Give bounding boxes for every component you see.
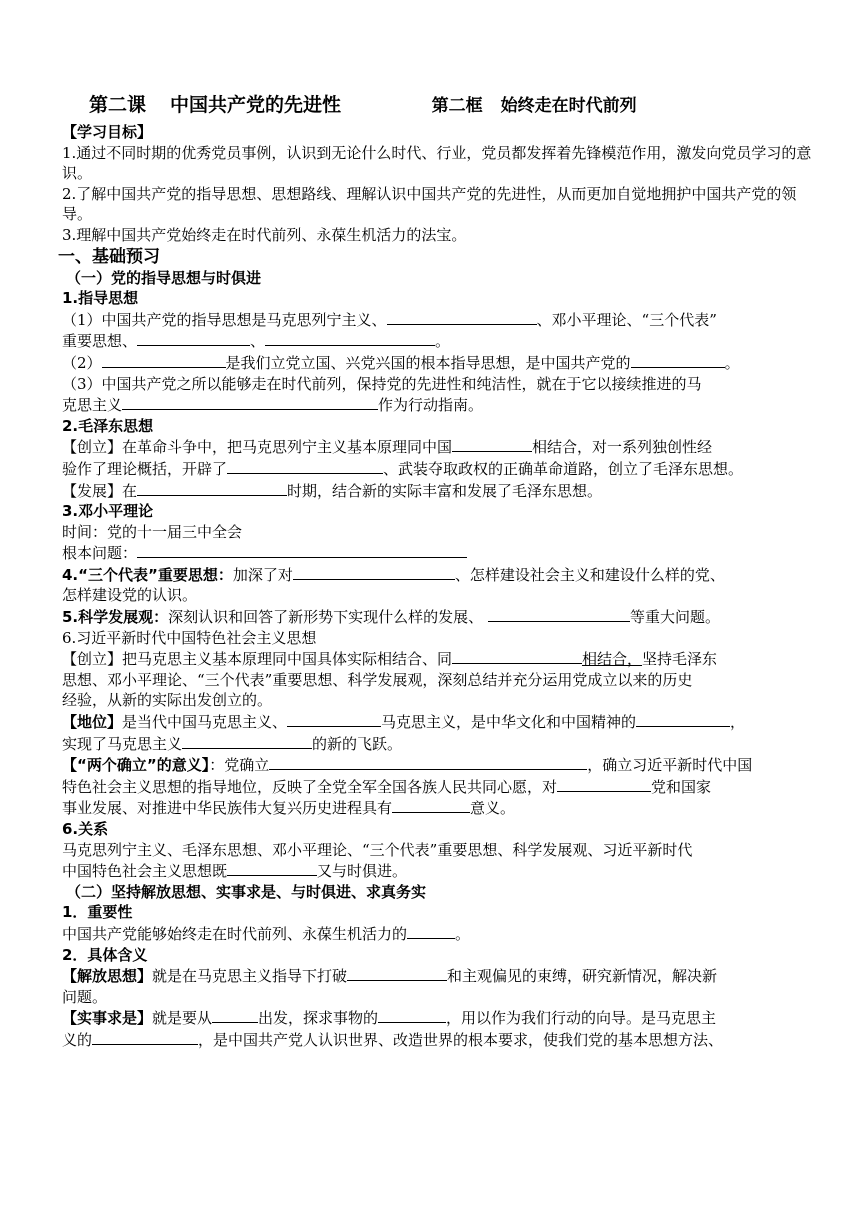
fill-blank[interactable] — [407, 923, 455, 939]
t2-title: 2．具体含义 — [62, 945, 148, 964]
s2-line-3: 【发展】在 时期，结合新的实际丰富和发展了毛泽东思想。 — [62, 481, 603, 500]
fill-blank[interactable] — [347, 965, 447, 981]
goal-3: 3.理解中国共产党始终走在时代前列、永葆生机活力的法宝。 — [62, 225, 467, 244]
goals-heading: 【学习目标】 — [62, 123, 153, 141]
s2-line-2: 验作了理论概括，开辟了 、武装夺取政权的正确革命道路，创立了毛泽东思想。 — [62, 459, 744, 478]
s3-title: 3.邓小平理论 — [62, 502, 154, 521]
s6-line-2: 思想、邓小平理论、“三个代表”重要思想、科学发展观，深刻总结并充分运用党成立以来的历史 — [62, 670, 693, 689]
s3-line-2: 根本问题： — [62, 542, 814, 564]
s1-line-5: 克思主义 作为行动指南。 — [62, 396, 484, 415]
subsection-2-heading: （二）坚持解放思想、实事求是、与时俱进、求真务实 — [66, 882, 427, 901]
fill-blank[interactable] — [265, 330, 435, 346]
fill-blank[interactable] — [227, 458, 383, 474]
s1-title: 1.指导思想 — [62, 289, 139, 308]
fill-blank[interactable] — [392, 797, 470, 813]
fill-blank[interactable] — [137, 542, 467, 558]
s7-line-1: 马克思列宁主义、毛泽东思想、邓小平理论、“三个代表”重要思想、科学发展观、习近平新时代 — [62, 840, 693, 859]
goal-2: 2.了解中国共产党的指导思想、思想路线、理解认识中国共产党的先进性，从而更加自觉地拥护中国共产党的领导。 — [62, 184, 797, 224]
t2-line-2: 问题。 — [62, 987, 108, 1006]
s7-title: 6.关系 — [62, 820, 109, 838]
s1-line-2: 重要思想、 、 。 — [62, 332, 451, 351]
t2-line-4: 义的 ，是中国共产党人认识世界、改造世界的根本要求，使我们党的基本思想方法、 — [62, 1030, 724, 1049]
fill-blank[interactable] — [287, 711, 381, 727]
s6-line-8: 事业发展、对推进中华民族伟大复兴历史进程具有 意义。 — [62, 799, 516, 818]
s4-line-2: 怎样建设党的认识。 — [62, 586, 198, 605]
t1-line-1: 中国共产党能够始终走在时代前列、永葆生机活力的 。 — [62, 924, 471, 943]
fill-blank[interactable] — [182, 733, 312, 749]
fill-blank[interactable] — [452, 436, 532, 452]
section-name: 始终走在时代前列 — [500, 96, 637, 116]
s2-title: 2.毛泽东思想 — [62, 416, 154, 435]
goal-1: 1.通过不同时期的优秀党员事例，认识到无论什么时代、行业，党员都发挥着先锋模范作用，激发向党员学习的意识。 — [62, 143, 812, 183]
s6-line-6: 【“两个确立”的意义】：党确立 ，确立习近平新时代中国 — [62, 756, 753, 775]
fill-blank[interactable] — [102, 352, 226, 368]
fill-blank[interactable] — [293, 564, 455, 580]
fill-blank[interactable] — [137, 330, 250, 346]
fill-blank[interactable] — [227, 860, 317, 876]
fill-blank[interactable] — [269, 754, 587, 770]
s6-line-4: 【地位】是当代中国马克思主义、 马克思主义，是中华文化和中国精神的 ， — [62, 713, 746, 732]
fill-blank[interactable] — [137, 480, 287, 496]
s6-line-1: 【创立】把马克思主义基本原理同中国具体实际相结合、同 相结合，坚持毛泽东 — [62, 650, 718, 669]
s3-line-1: 时间：党的十一届三中全会 — [62, 522, 243, 541]
part1-heading: 一、基础预习 — [58, 246, 160, 267]
t2-line-3: 【实事求是】就是要从 出发，探求事物的 ，用以作为我们行动的向导。是马克思主 — [62, 1009, 717, 1028]
lesson-name: 中国共产党的先进性 — [170, 94, 342, 116]
fill-blank[interactable] — [212, 1007, 258, 1023]
fill-blank[interactable] — [378, 1007, 446, 1023]
fill-blank[interactable] — [387, 309, 537, 325]
s1-line-3: （2） 是我们立党立国、兴党兴国的根本指导思想，是中国共产党的 。 — [62, 353, 740, 372]
fill-blank[interactable] — [636, 711, 730, 727]
s6-line-5: 实现了马克思主义 的新的飞跃。 — [62, 734, 403, 753]
fill-blank[interactable] — [488, 606, 630, 622]
s1-line-1: （1）中国共产党的指导思想是马克思列宁主义、 、邓小平理论、“三个代表” — [62, 310, 717, 329]
t1-title: 1．重要性 — [62, 903, 133, 922]
fill-blank[interactable] — [122, 394, 378, 410]
subsection-1-heading: （一）党的指导思想与时俱进 — [66, 268, 262, 287]
s4-line-1: 4.“三个代表”重要思想：加深了对 、怎样建设社会主义和建设什么样的党、 — [62, 565, 725, 584]
s6-line-7: 特色社会主义思想的指导地位，反映了全党全军全国各族人民共同心愿，对 党和国家 — [62, 777, 712, 796]
page-title — [62, 92, 814, 122]
s2-line-1: 【创立】在革命斗争中，把马克思列宁主义基本原理同中国 相结合，对一系列独创性经 — [62, 438, 713, 457]
lesson-number: 第二课 — [89, 94, 147, 116]
fill-blank[interactable] — [452, 648, 582, 664]
fill-blank[interactable] — [557, 776, 651, 792]
worksheet-page — [58, 92, 814, 1051]
t2-line-1: 【解放思想】就是在马克思主义指导下打破 和主观偏见的束缚，研究新情况，解决新 — [62, 967, 718, 986]
s1-line-4: （3）中国共产党之所以能够走在时代前列，保持党的先进性和纯洁性，就在于它以接续推进的马 — [62, 374, 702, 393]
fill-blank[interactable] — [92, 1029, 198, 1045]
section-number: 第二框 — [431, 96, 483, 116]
s6-title: 6.习近平新时代中国特色社会主义思想 — [62, 628, 317, 647]
fill-blank[interactable] — [631, 352, 725, 368]
s5-line-1: 5.科学发展观：深刻认识和回答了新形势下实现什么样的发展、 等重大问题。 — [62, 608, 720, 627]
s7-line-2: 中国特色社会主义思想既 又与时俱进。 — [62, 862, 408, 881]
s6-line-3: 经验，从新的实际出发创立的。 — [62, 691, 273, 710]
